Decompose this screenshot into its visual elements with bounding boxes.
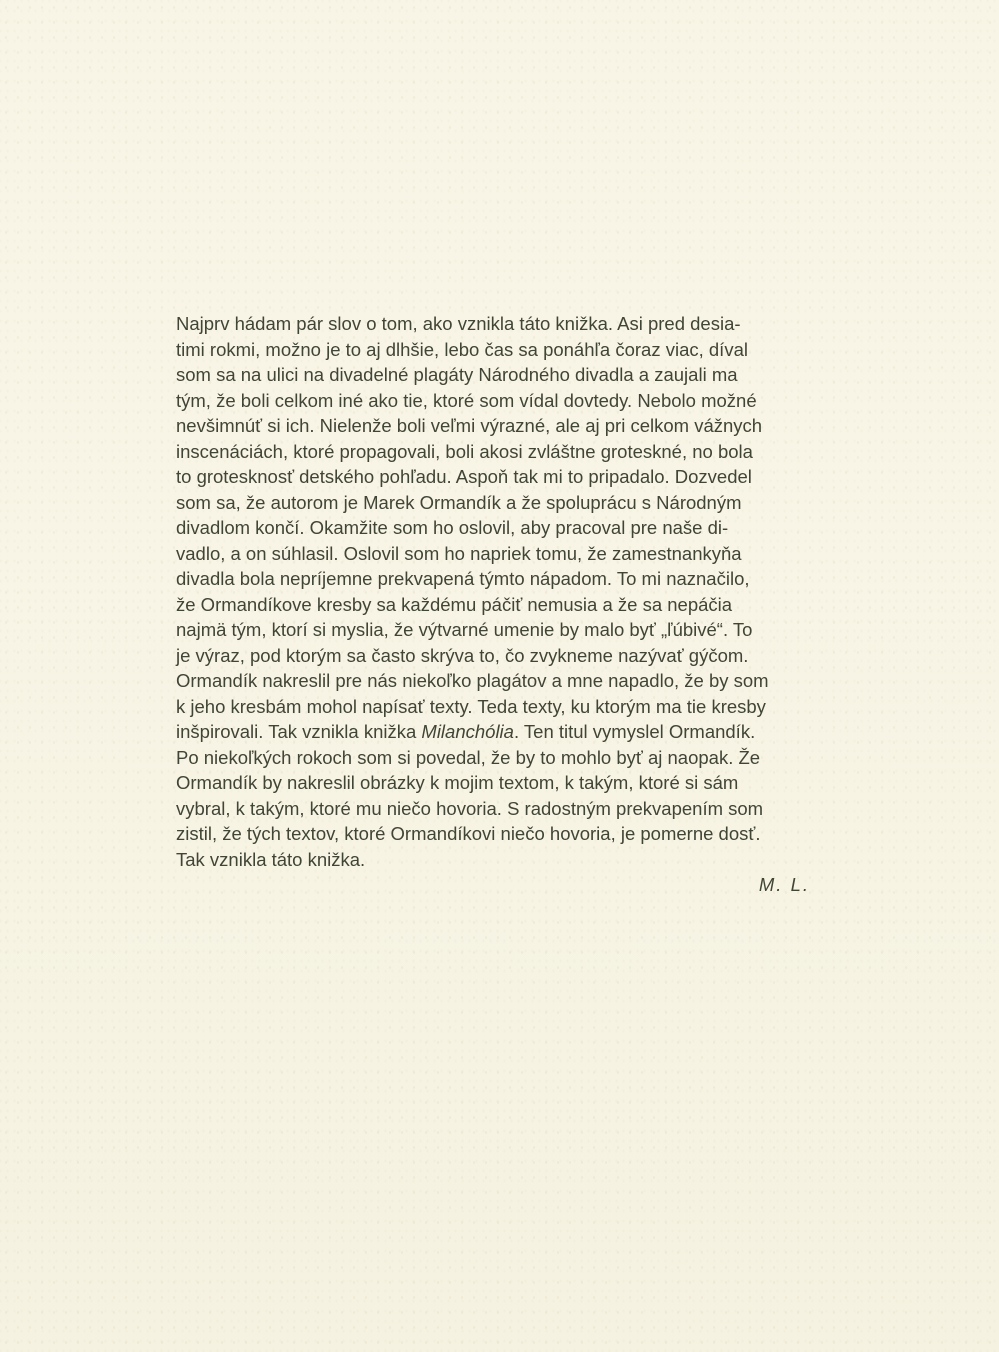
text-line: timi rokmi, možno je to aj dlhšie, lebo čas sa ponáhľa čoraz viac, díval — [176, 338, 748, 360]
text-line: Po niekoľkých rokoch som si povedal, že by to mohlo byť aj naopak. Že — [176, 746, 761, 768]
text-line: divadla bola nepríjemne prekvapená týmto nápadom. To mi naznačilo, — [176, 568, 750, 589]
text-line: že Ormandíkove kresby sa každému páčiť nemusia a že sa nepáčia — [176, 593, 733, 615]
foreword-paragraph — [176, 311, 812, 872]
text-line: najmä tým, ktorí si myslia, že výtvarné umenie by malo byť „ľúbivé“. To — [176, 619, 753, 640]
text-line: Najprv hádam pár slov o tom, ako vznikla táto knižka. Asi pred desia- — [176, 313, 741, 334]
text-line: inšpirovali. Tak vznikla knižka Milanchólia. Ten titul vymyslel Ormandík. — [176, 721, 756, 742]
text-line: tým, že boli celkom iné ako tie, ktoré som vídal dovtedy. Nebolo možné — [176, 389, 757, 411]
text-line: som sa na ulici na divadelné plagáty Národného divadla a zaujali ma — [176, 364, 738, 385]
text-line: Ormandík by nakreslil obrázky k mojim textom, k takým, ktoré si sám — [176, 772, 739, 793]
foreword-text-block — [176, 311, 812, 898]
text-line: zistil, že tých textov, ktoré Ormandíkovi niečo hovoria, je pomerne dosť. — [176, 823, 761, 844]
text-line: k jeho kresbám mohol napísať texty. Teda texty, ku ktorým ma tie kresby — [176, 695, 766, 717]
text-line: inscenáciách, ktoré propagovali, boli akosi zvláštne groteskné, no bola — [176, 440, 753, 462]
text-line: to grotesknosť detského pohľadu. Aspoň tak mi to pripadalo. Dozvedel — [176, 466, 752, 487]
text-line: nevšimnúť si ich. Nielenže boli veľmi výrazné, ale aj pri celkom vážnych — [176, 415, 763, 436]
text-line: Tak vznikla táto knižka. — [176, 848, 366, 870]
text-line: Ormandík nakreslil pre nás niekoľko plagátov a mne napadlo, že by som — [176, 670, 769, 691]
text-line: vadlo, a on súhlasil. Oslovil som ho napriek tomu, že zamestnankyňa — [176, 542, 742, 564]
text-line: divadlom končí. Okamžite som ho oslovil, aby pracoval pre naše di- — [176, 517, 729, 538]
author-initials: M. L. — [758, 874, 810, 895]
text-line: je výraz, pod ktorým sa často skrýva to, čo zvykneme nazývať gýčom. — [176, 644, 749, 666]
text-line: som sa, že autorom je Marek Ormandík a že spoluprácu s Národným — [176, 491, 742, 513]
text-line: vybral, k takým, ktoré mu niečo hovoria. S radostným prekvapením som — [176, 797, 764, 819]
book-title-italic: Milanchólia — [421, 721, 514, 742]
